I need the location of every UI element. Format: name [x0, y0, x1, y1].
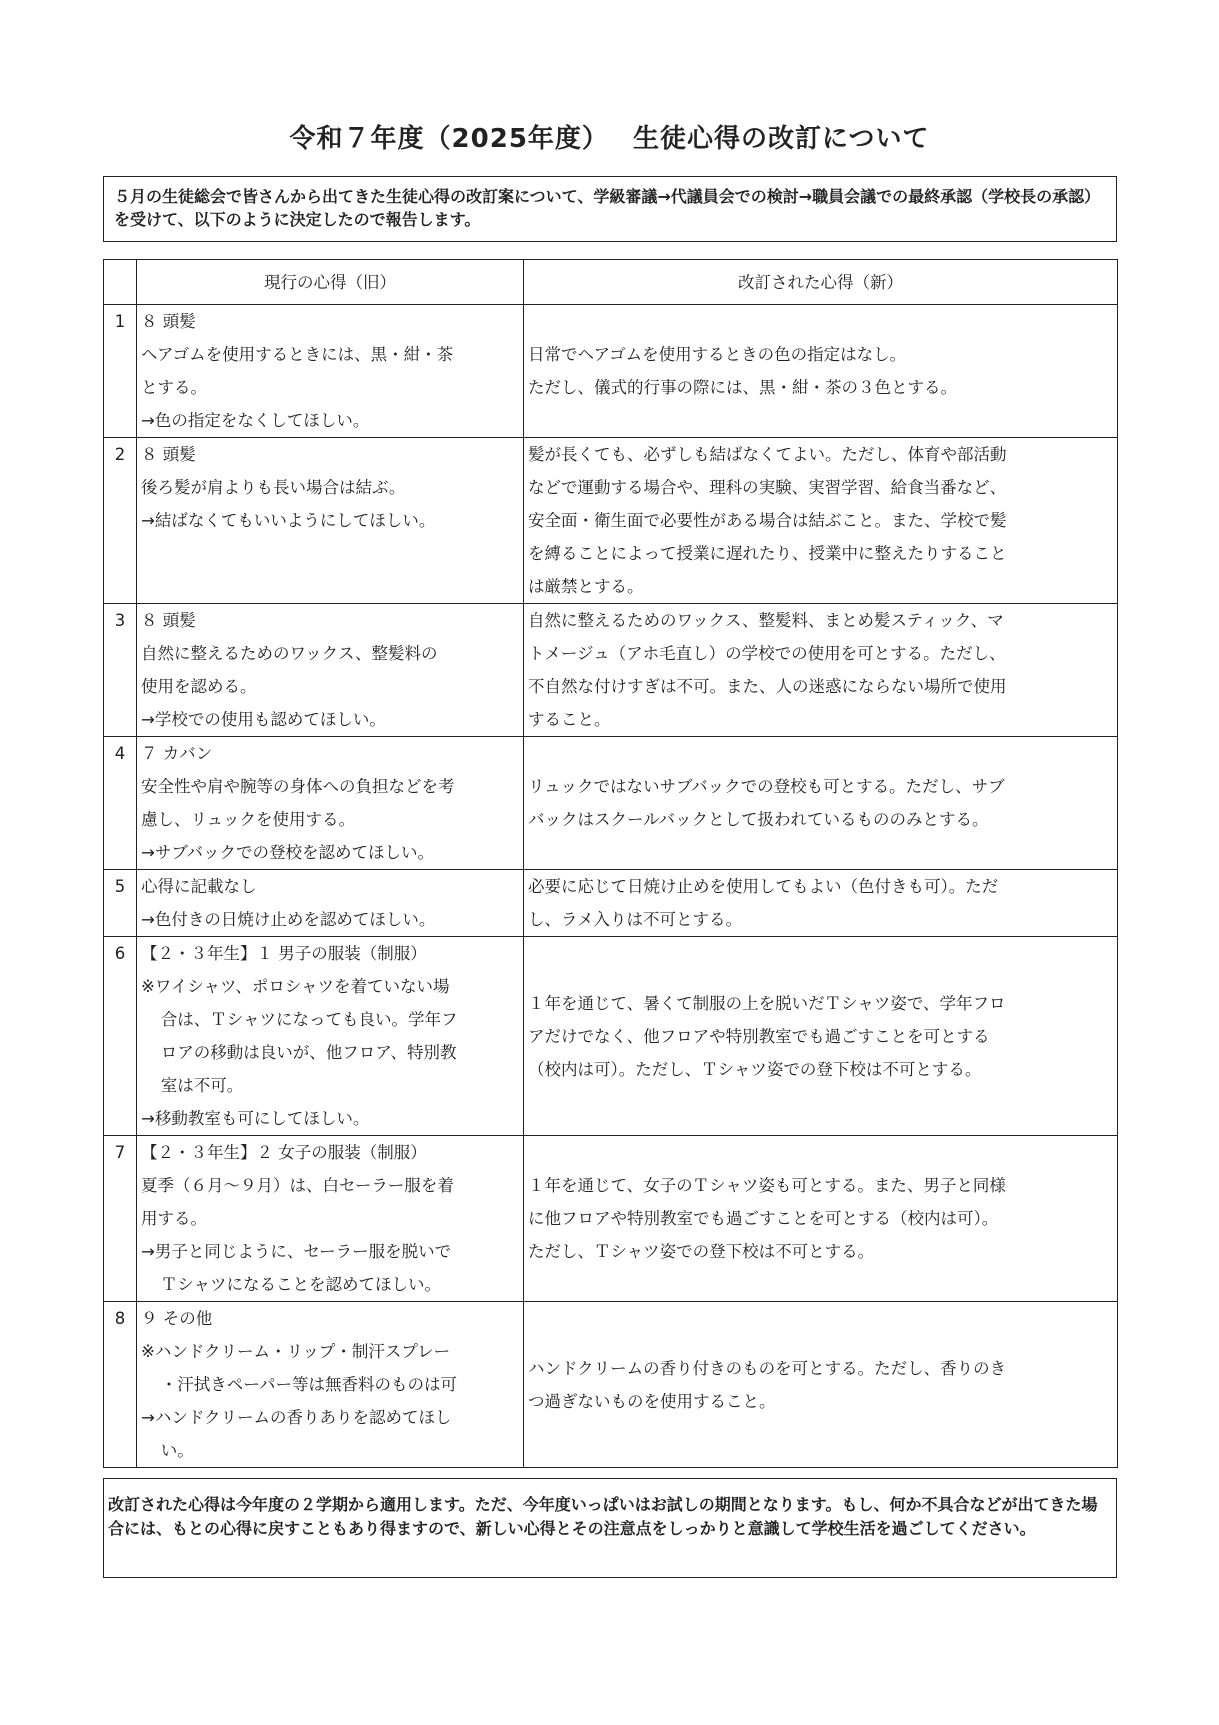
old-rule-line: →学校での使用も認めてほしい。 [141, 710, 386, 729]
new-rule-cell [524, 438, 1118, 604]
old-rule-line: 使用を認める。 [141, 677, 257, 696]
new-rule-line: つ過ぎないものを使用すること。 [528, 1391, 776, 1411]
old-rule-line: →ハンドクリームの香りありを認めてほし [141, 1408, 452, 1427]
old-rule-line: ９ その他 [141, 1309, 213, 1328]
old-rule-line: 心得に記載なし [141, 877, 257, 896]
table-row [104, 870, 1118, 937]
new-rule-line: 必要に応じて日焼け止めを使用してもよい（色付きも可）。ただ [528, 877, 999, 896]
old-rule-line: →色付きの日焼け止めを認めてほしい。 [141, 910, 436, 929]
new-rule-cell [524, 604, 1118, 737]
new-rule-line: アだけでなく、他フロアや特別教室でも過ごすことを可とする [528, 1026, 990, 1046]
old-rule-line: →男子と同じように、セーラー服を脱いで [141, 1242, 452, 1261]
old-rule-line: ロアの移動は良いが、他フロア、特別教 [160, 1043, 457, 1062]
new-rule-line: １年を通じて、暑くて制服の上を脱いだＴシャツ姿で、学年フロ [528, 993, 1006, 1013]
new-rule-line: １年を通じて、女子のＴシャツ姿も可とする。また、男子と同様 [528, 1176, 1006, 1195]
old-rule-line: ８ 頭髪 [141, 312, 196, 331]
old-rule-line: ・汗拭きペーパー等は無香料のものは可 [160, 1375, 457, 1394]
old-rule-line: い。 [160, 1441, 194, 1460]
old-rule-line: →サブバックでの登校を認めてほしい。 [141, 843, 435, 862]
new-rule-line: ただし、Ｔシャツ姿での登下校は不可とする。 [528, 1242, 875, 1261]
row-number: 3 [104, 604, 137, 737]
new-rule-line: 自然に整えるためのワックス、整髪料、まとめ髪スティック、マ [528, 611, 1004, 630]
old-rule-line: ヘアゴムを使用するときには、黒・紺・茶 [141, 345, 454, 364]
new-rule-line: リュックではないサブバックでの登校も可とする。ただし、サブ [528, 777, 1005, 796]
old-rule-line: ８ 頭髪 [141, 611, 196, 630]
old-rule-line: 夏季（６月～９月）は、白セーラー服を着 [141, 1176, 454, 1195]
new-rule-line: ただし、儀式的行事の際には、黒・紺・茶の３色とする。 [528, 378, 957, 397]
new-rule-cell [524, 937, 1118, 1136]
new-rule-line: などで運動する場合や、理科の実験、実習学習、給食当番など、 [528, 478, 1007, 497]
old-rule-cell [137, 1302, 524, 1468]
new-rule-cell [524, 870, 1118, 937]
row-number: 5 [104, 870, 137, 937]
new-rule-line: を縛ることによって授業に遅れたり、授業中に整えたりすること [528, 544, 1007, 563]
old-rule-line: 用する。 [141, 1209, 207, 1228]
header-new-rules: 改訂された心得（新） [524, 260, 1118, 305]
new-rule-line: し、ラメ入りは不可とする。 [528, 910, 743, 929]
old-rule-line: ８ 頭髪 [141, 445, 196, 464]
old-rule-line: 自然に整えるためのワックス、整髪料の [141, 644, 438, 663]
new-rule-line: に他フロアや特別教室でも過ごすことを可とする（校内は可）。 [528, 1209, 999, 1228]
table-row [104, 438, 1118, 604]
old-rule-line: →結ばなくてもいいようにしてほしい。 [141, 511, 436, 530]
row-number: 2 [104, 438, 137, 604]
old-rule-cell [137, 870, 524, 937]
header-old-rules: 現行の心得（旧） [137, 260, 524, 305]
old-rule-cell [137, 604, 524, 737]
new-rule-line: 髪が長くても、必ずしも結ばなくてよい。ただし、体育や部活動 [528, 445, 1007, 464]
old-rule-cell [137, 1136, 524, 1302]
new-rule-cell [524, 1136, 1118, 1302]
new-rule-cell [524, 305, 1118, 438]
old-rule-cell [137, 937, 524, 1136]
old-rule-line: 合は、Ｔシャツになっても良い。学年フ [160, 1010, 458, 1029]
old-rule-line: 後ろ髪が肩よりも長い場合は結ぶ。 [141, 478, 406, 497]
intro-notice-box: ５月の生徒総会で皆さんから出てきた生徒心得の改訂案について、学級審議→代議員会での検討→職員会議での最終承認（学校長の承認）を受けて、以下のように決定したので報告します。 [103, 176, 1117, 242]
new-rule-cell [524, 1302, 1118, 1468]
row-number: 1 [104, 305, 137, 438]
old-rule-line: 【２・３年生】２ 女子の服装（制服） [141, 1143, 427, 1162]
row-number: 6 [104, 937, 137, 1136]
old-rule-cell [137, 438, 524, 604]
row-number: 8 [104, 1302, 137, 1468]
old-rule-cell [137, 737, 524, 870]
rules-revision-table [103, 259, 1118, 1468]
table-row [104, 1302, 1118, 1468]
old-rule-cell [137, 305, 524, 438]
closing-notice-box: 改訂された心得は今年度の２学期から適用します。ただ、今年度いっぱいはお試しの期間となります。もし、何か不具合などが出てきた場合には、もとの心得に戻すこともあり得ますので、新しい心得とその注意点をしっかりと意識して学校生活を過ごしてください。 [103, 1478, 1117, 1578]
new-rule-cell [524, 737, 1118, 870]
row-number: 7 [104, 1136, 137, 1302]
new-rule-line: 不自然な付けすぎは不可。また、人の迷惑にならない場所で使用 [528, 677, 1007, 696]
new-rule-line: バックはスクールバックとして扱われているもののみとする。 [528, 810, 989, 829]
old-rule-line: 【２・３年生】１ 男子の服装（制服） [141, 944, 427, 963]
old-rule-line: ７ カバン [141, 744, 213, 763]
old-rule-line: Ｔシャツになることを認めてほしい。 [160, 1275, 441, 1294]
new-rule-line: 安全面・衛生面で必要性がある場合は結ぶこと。また、学校で髪 [528, 511, 1007, 530]
header-number [104, 260, 137, 305]
old-rule-line: 室は不可。 [160, 1076, 244, 1095]
page-title: 令和７年度（2025年度） 生徒心得の改訂について [289, 124, 930, 154]
new-rule-line: 日常でヘアゴムを使用するときの色の指定はなし。 [528, 345, 907, 364]
table-row [104, 604, 1118, 737]
table-row [104, 937, 1118, 1136]
table-header-row [104, 260, 1118, 305]
table-row [104, 305, 1118, 438]
old-rule-line: →色の指定をなくしてほしい。 [141, 411, 370, 430]
table-row [104, 1136, 1118, 1302]
old-rule-line: ※ハンドクリーム・リップ・制汗スプレー [141, 1342, 451, 1361]
old-rule-line: 慮し、リュックを使用する。 [141, 810, 356, 829]
new-rule-line: は厳禁とする。 [528, 577, 644, 596]
old-rule-line: →移動教室も可にしてほしい。 [141, 1109, 370, 1128]
new-rule-line: すること。 [528, 710, 611, 729]
table-body [104, 305, 1118, 1468]
new-rule-line: （校内は可）。ただし、Ｔシャツ姿での登下校は不可とする。 [528, 1059, 982, 1079]
old-rule-line: ※ワイシャツ、ポロシャツを着ていない場 [141, 977, 450, 996]
new-rule-line: トメージュ（アホ毛直し）の学校での使用を可とする。ただし、 [528, 644, 1006, 663]
old-rule-line: とする。 [141, 378, 207, 397]
old-rule-line: 安全性や肩や腕等の身体への負担などを考 [141, 777, 455, 796]
table-row [104, 737, 1118, 870]
row-number: 4 [104, 737, 137, 870]
new-rule-line: ハンドクリームの香り付きのものを可とする。ただし、香りのき [528, 1358, 1007, 1378]
